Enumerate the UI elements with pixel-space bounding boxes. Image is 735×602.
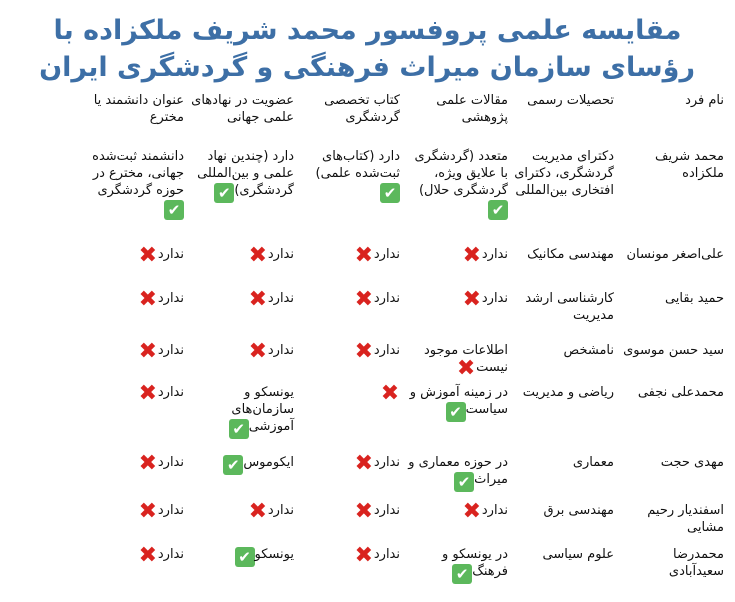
- membership-cell: [186, 148, 296, 246]
- cross-mark-icon: ✖: [354, 451, 374, 476]
- cross-mark-icon: ✖: [138, 287, 158, 312]
- column-header: کتاب تخصصی گردشگری: [324, 93, 400, 125]
- book-cell: [296, 339, 402, 384]
- membership-text: ندارد: [267, 247, 294, 262]
- articles-cell: [402, 546, 510, 602]
- articles-cell: [402, 499, 510, 546]
- cross-mark-icon: ✖: [462, 499, 482, 524]
- title-award-text: ندارد: [157, 455, 184, 470]
- membership-text: ندارد: [267, 503, 294, 518]
- person-name: محمدعلی نجفی: [637, 385, 724, 400]
- table-row: [90, 384, 726, 454]
- table-row: [90, 246, 726, 290]
- table-header-row: [90, 92, 726, 148]
- title-award-cell: [90, 543, 186, 602]
- cross-mark-icon: ✖: [354, 287, 374, 312]
- title-award-cell: [90, 287, 186, 342]
- education-cell: نامشخص: [563, 343, 614, 358]
- membership-cell: [186, 287, 296, 342]
- book-cell: [296, 381, 402, 454]
- table-row: [90, 342, 726, 384]
- person-name: سید حسن موسوی: [623, 343, 724, 358]
- title-award-cell: [90, 499, 186, 546]
- membership-cell: [186, 243, 296, 290]
- person-name: اسفندیار رحیم مشایی: [647, 503, 724, 535]
- table-row: [90, 502, 726, 546]
- membership-text: یونسکو و سازمان‌های آموزشی: [231, 385, 294, 434]
- book-cell: [296, 451, 402, 502]
- articles-cell: [402, 243, 510, 290]
- title-award-cell: [90, 381, 186, 454]
- cross-mark-icon: ✖: [248, 499, 268, 524]
- cross-mark-icon: ✖: [138, 543, 158, 568]
- book-cell: [296, 499, 402, 546]
- check-mark-icon: ✔: [454, 472, 474, 492]
- cross-mark-icon: ✖: [138, 451, 158, 476]
- articles-text: در یونسکو و فرهنگ: [441, 547, 508, 579]
- title-award-cell: [90, 148, 186, 246]
- person-name: مهدی حجت: [660, 455, 724, 470]
- table-row: [90, 148, 726, 246]
- membership-text: ایکوموس: [243, 455, 294, 470]
- cross-mark-icon: ✖: [354, 243, 374, 268]
- articles-text: ندارد: [481, 291, 508, 306]
- cross-mark-icon: ✖: [354, 499, 374, 524]
- check-mark-icon: ✔: [452, 564, 472, 584]
- title-award-cell: [90, 243, 186, 290]
- book-cell: [296, 287, 402, 342]
- title-award-text: ندارد: [157, 247, 184, 262]
- column-header: مقالات علمی پژوهشی: [436, 93, 508, 125]
- cross-mark-icon: ✖: [138, 339, 158, 364]
- membership-text: ندارد: [267, 343, 294, 358]
- column-header: عضویت در نهادهای علمی جهانی: [191, 93, 294, 125]
- title-award-text: ندارد: [157, 291, 184, 306]
- education-cell: کارشناسی ارشد مدیریت: [525, 291, 614, 323]
- cross-mark-icon: ✖: [138, 381, 158, 406]
- cross-mark-icon: ✖: [354, 339, 374, 364]
- page-title: [40, 12, 695, 86]
- book-text: دارد (کتاب‌های ثبت‌شده علمی): [315, 149, 400, 181]
- column-header: عنوان دانشمند یا مخترع: [93, 93, 184, 125]
- membership-cell: [186, 546, 296, 602]
- check-mark-icon: ✔: [164, 200, 184, 220]
- book-text: ندارد: [373, 247, 400, 262]
- check-mark-icon: ✔: [380, 183, 400, 203]
- book-cell: [296, 543, 402, 602]
- table-row: [90, 454, 726, 502]
- cross-mark-icon: ✖: [456, 356, 476, 381]
- person-name: حمید بقایی: [664, 291, 724, 306]
- title-award-text: ندارد: [157, 547, 184, 562]
- articles-cell: [402, 287, 510, 342]
- check-mark-icon: ✔: [235, 547, 255, 567]
- membership-cell: [186, 384, 296, 454]
- articles-cell: [402, 342, 510, 384]
- column-header: نام فرد: [685, 93, 724, 108]
- membership-text: دارد (چندین نهاد علمی و بین‌المللی گردشگری): [197, 149, 294, 198]
- education-cell: دکترای مدیریت گردشگری، دکترای افتخاری بین‌المللی: [514, 149, 614, 198]
- cross-mark-icon: ✖: [354, 543, 374, 568]
- articles-cell: [402, 148, 510, 246]
- title-award-cell: [90, 451, 186, 502]
- book-text: ندارد: [373, 455, 400, 470]
- cross-mark-icon: ✖: [248, 287, 268, 312]
- membership-cell: [186, 454, 296, 502]
- column-header: تحصیلات رسمی: [527, 93, 614, 108]
- cross-mark-icon: ✖: [462, 243, 482, 268]
- articles-text: در زمینه آموزش و سیاست: [409, 385, 508, 417]
- check-mark-icon: ✔: [229, 419, 249, 439]
- person-name: محمد شریف ملکزاده: [655, 149, 724, 181]
- title-line-2: رؤسای سازمان میراث فرهنگی و گردشگری ایران: [39, 52, 695, 83]
- table-row: [90, 290, 726, 342]
- articles-text: اطلاعات موجود نیست: [423, 343, 508, 375]
- membership-text: ندارد: [267, 291, 294, 306]
- check-mark-icon: ✔: [446, 402, 466, 422]
- education-cell: مهندسی مکانیک: [527, 247, 614, 262]
- cross-mark-icon: ✖: [248, 243, 268, 268]
- articles-text: ندارد: [481, 503, 508, 518]
- membership-cell: [186, 499, 296, 546]
- title-award-text: دانشمند ثبت‌شده جهانی، مخترع در حوزه گردشگری: [92, 149, 184, 198]
- book-cell: [296, 243, 402, 290]
- check-mark-icon: ✔: [223, 455, 243, 475]
- book-text: ندارد: [373, 291, 400, 306]
- membership-text: یونسکو: [254, 547, 294, 562]
- articles-text: ندارد: [481, 247, 508, 262]
- book-text: ندارد: [373, 547, 400, 562]
- book-text: ندارد: [373, 503, 400, 518]
- education-cell: مهندسی برق: [543, 503, 614, 518]
- title-award-text: ندارد: [157, 343, 184, 358]
- education-cell: علوم سیاسی: [542, 547, 614, 562]
- membership-cell: [186, 339, 296, 384]
- articles-text: متعدد (گردشگری با علایق ویژه، گردشگری حلال): [414, 149, 508, 198]
- book-cell: [296, 148, 402, 246]
- cross-mark-icon: ✖: [138, 243, 158, 268]
- articles-cell: [402, 384, 510, 454]
- table-row: [90, 546, 726, 602]
- education-cell: معماری: [572, 455, 614, 470]
- title-line-1: مقایسه علمی پروفسور محمد شریف ملکزاده با: [53, 15, 682, 46]
- cross-mark-icon: ✖: [380, 381, 400, 406]
- cross-mark-icon: ✖: [462, 287, 482, 312]
- articles-text: در حوزه معماری و میراث: [408, 455, 508, 487]
- check-mark-icon: ✔: [214, 183, 234, 203]
- person-name: علی‌اصغر مونسان: [626, 247, 724, 262]
- book-text: ندارد: [373, 343, 400, 358]
- cross-mark-icon: ✖: [248, 339, 268, 364]
- articles-cell: [402, 454, 510, 502]
- comparison-table: [90, 92, 726, 602]
- title-award-text: ندارد: [157, 503, 184, 518]
- cross-mark-icon: ✖: [138, 499, 158, 524]
- check-mark-icon: ✔: [488, 200, 508, 220]
- title-award-cell: [90, 339, 186, 384]
- title-award-text: ندارد: [157, 385, 184, 400]
- education-cell: ریاضی و مدیریت: [522, 385, 614, 400]
- person-name: محمدرضا سعیدآبادی: [668, 547, 724, 579]
